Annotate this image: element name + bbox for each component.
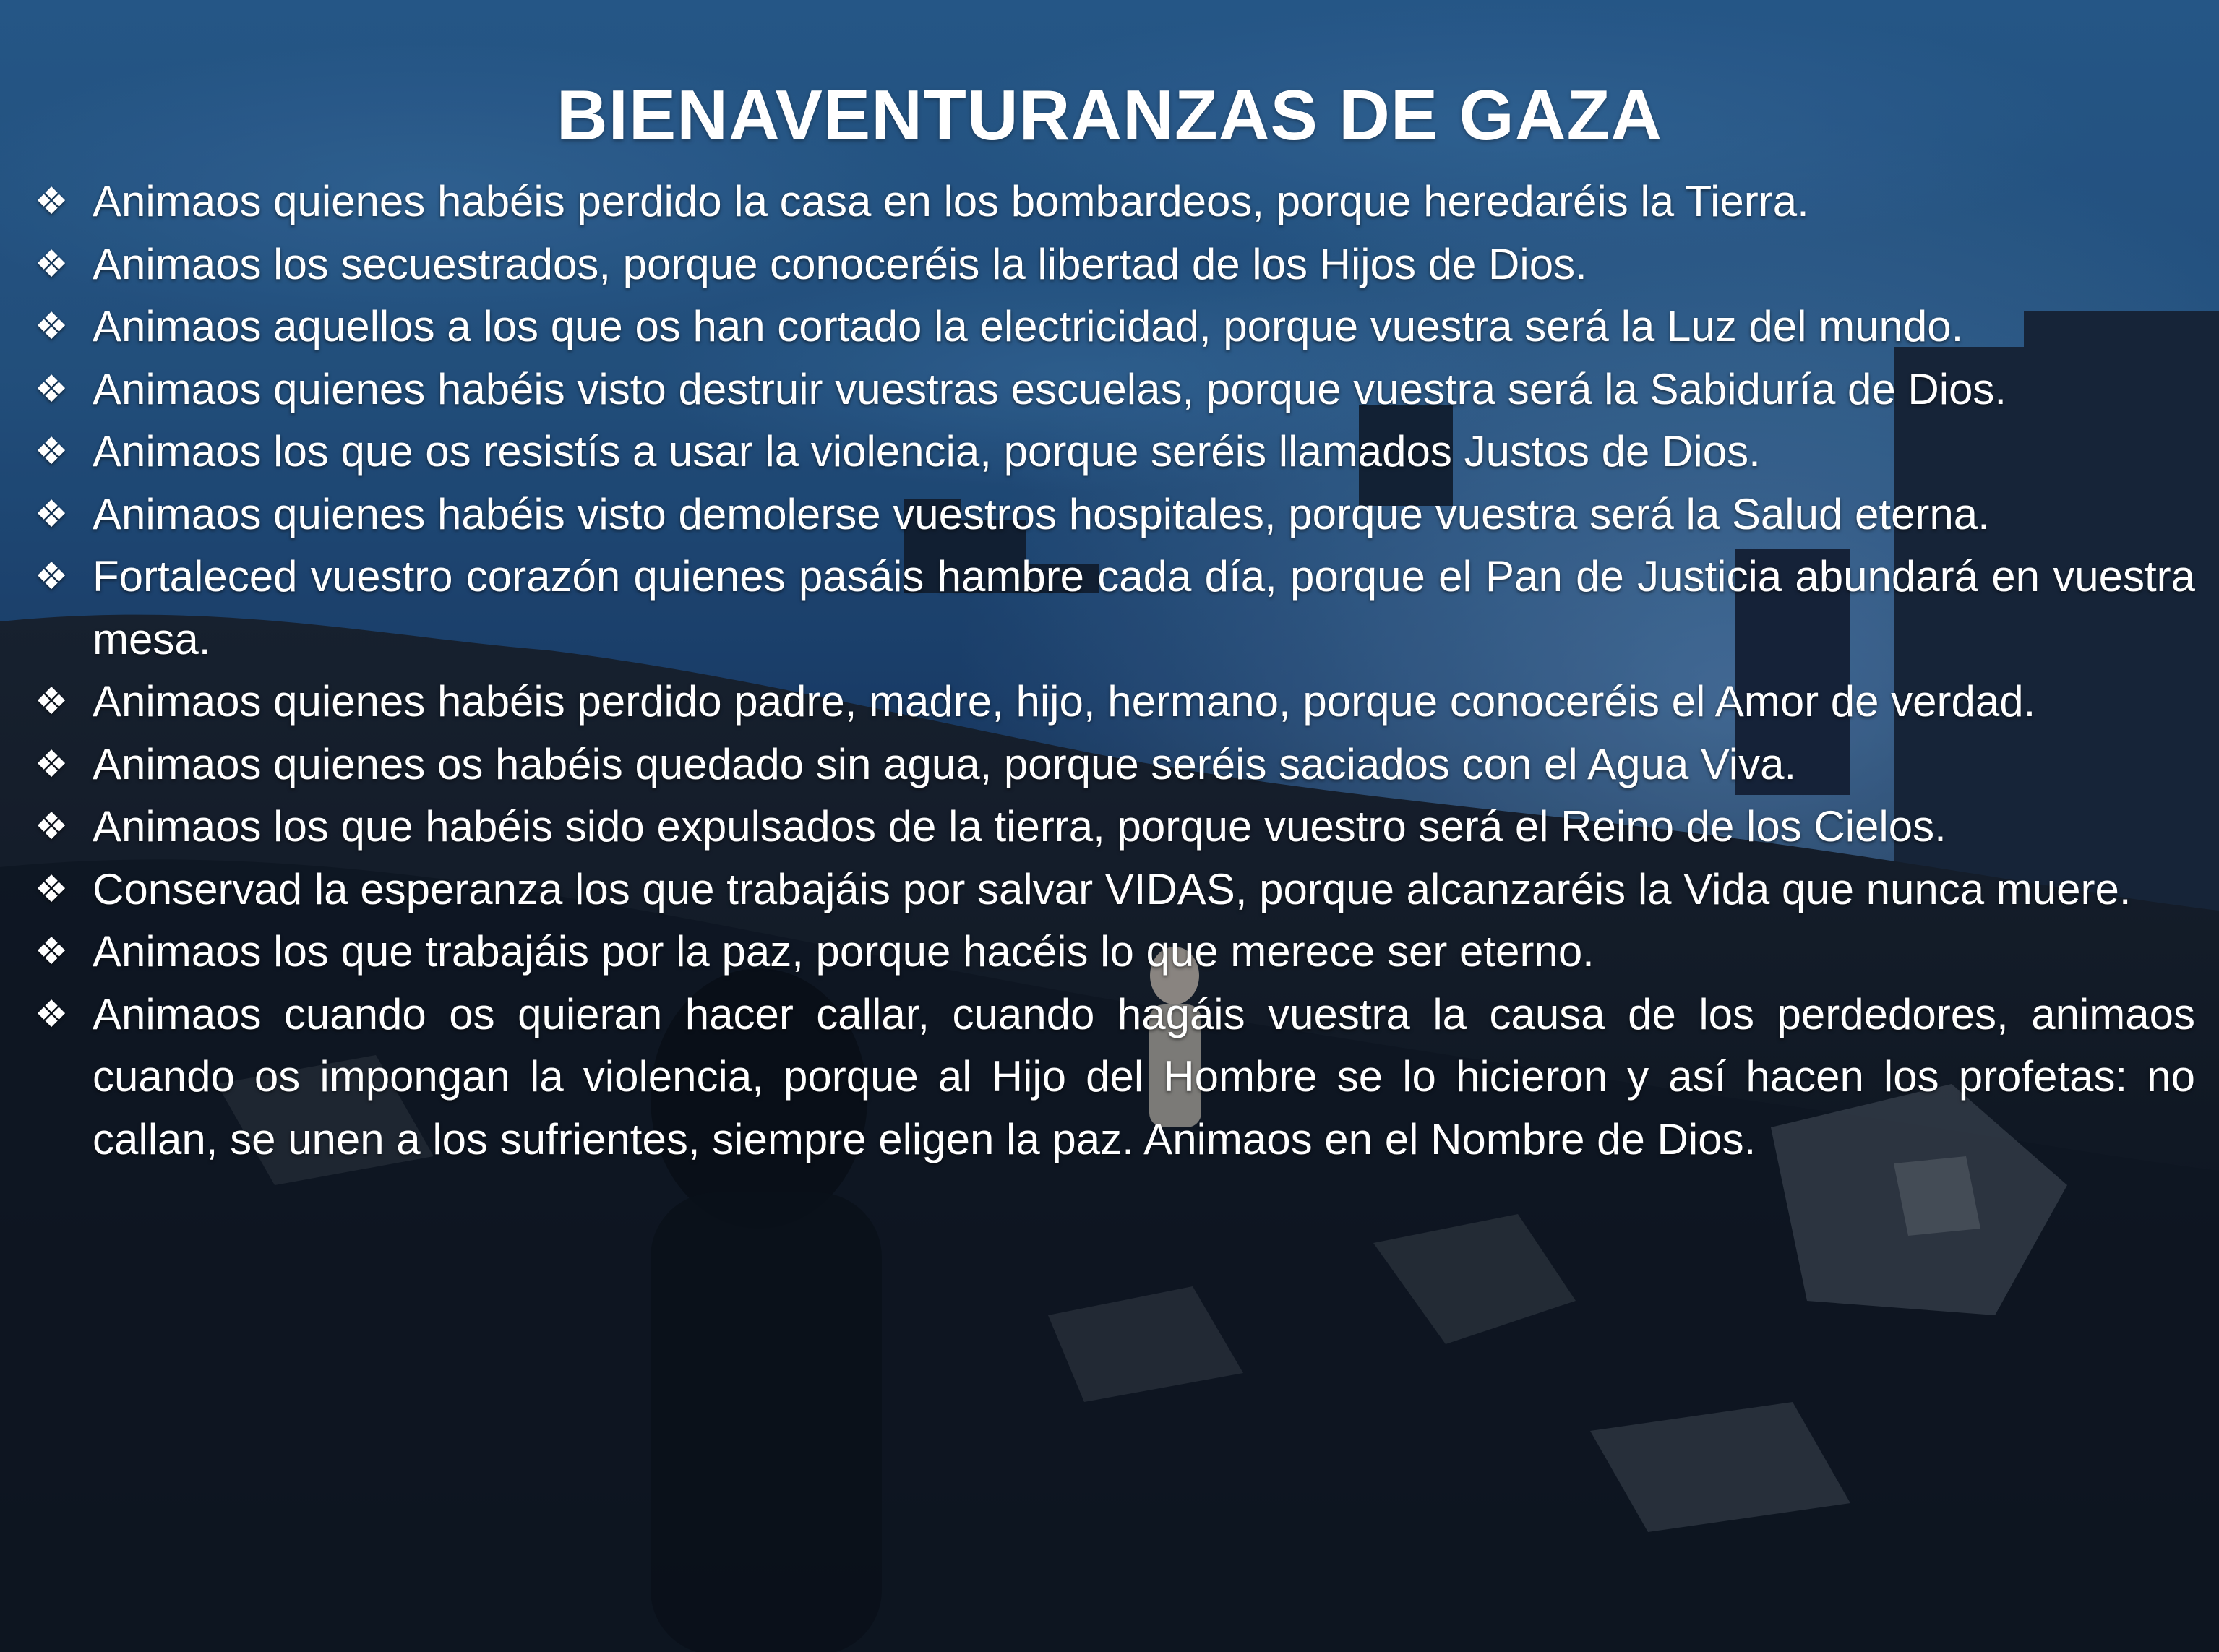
list-item-text: Animaos quienes habéis perdido la casa en los bombardeos, porque heredaréis la Tierra. [93,177,1809,225]
four-diamond-bullet-icon: ❖ [34,930,69,973]
list-item [29,671,2195,733]
list-item-text: Animaos los que trabajáis por la paz, porque hacéis lo que merece ser eterno. [93,927,1594,976]
list-item [29,483,2195,546]
list-item [29,733,2195,796]
list-item [29,171,2195,233]
four-diamond-bullet-icon: ❖ [34,180,69,223]
list-item-text: Animaos quienes habéis visto demolerse vuestros hospitales, porque vuestra será la Salud eterna. [93,489,1990,538]
list-item [29,421,2195,483]
list-item [29,921,2195,984]
list-item-text: Animaos los que os resistís a usar la violencia, porque seréis llamados Justos de Dios. [93,427,1761,476]
four-diamond-bullet-icon: ❖ [34,367,69,411]
list-item [29,859,2195,921]
four-diamond-bullet-icon: ❖ [34,742,69,786]
list-item-text: Animaos aquellos a los que os han cortado la electricidad, porque vuestra será la Luz del mundo. [93,302,1964,350]
list-item-text: Animaos quienes habéis visto destruir vuestras escuelas, porque vuestra será la Sabiduría de Dios. [93,364,2007,413]
four-diamond-bullet-icon: ❖ [34,305,69,348]
list-item-text: Animaos los secuestrados, porque conoceréis la libertad de los Hijos de Dios. [93,239,1587,288]
four-diamond-bullet-icon: ❖ [34,805,69,848]
list-item [29,984,2195,1171]
list-item-text: Fortaleced vuestro corazón quienes pasáis hambre cada día, porque el Pan de Justicia abundará en vuestra mesa. [93,552,2195,663]
list-item-text: Conservad la esperanza los que trabajáis por salvar VIDAS, porque alcanzaréis la Vida que nunca muere. [93,864,2132,913]
four-diamond-bullet-icon: ❖ [34,555,69,598]
page-title: BIENAVENTURANZAS DE GAZA [556,74,1663,155]
list-item [29,796,2195,859]
list-item-text: Animaos quienes habéis perdido padre, madre, hijo, hermano, porque conoceréis el Amor de verdad. [93,677,2036,726]
list-item [29,296,2195,358]
list-item [29,546,2195,671]
list-item-text: Animaos los que habéis sido expulsados de la tierra, porque vuestro será el Reino de los Cielos. [93,802,1947,851]
four-diamond-bullet-icon: ❖ [34,992,69,1036]
four-diamond-bullet-icon: ❖ [34,242,69,286]
list-item-text: Animaos quienes os habéis quedado sin agua, porque seréis saciados con el Agua Viva. [93,739,1797,788]
four-diamond-bullet-icon: ❖ [34,680,69,723]
four-diamond-bullet-icon: ❖ [34,867,69,911]
beatitudes-list [29,171,2195,1171]
four-diamond-bullet-icon: ❖ [34,492,69,536]
list-item [29,358,2195,421]
list-item [29,233,2195,296]
four-diamond-bullet-icon: ❖ [34,430,69,473]
list-item-text: Animaos cuando os quieran hacer callar, cuando hagáis vuestra la causa de los perdedores, animaos cuando os impongan la violencia, porque al Hijo del Hombre se lo hicieron y así hacen los profetas: no callan, se unen a los sufrientes, siempre eligen la paz. Animaos en el Nombre de Dios. [93,989,2195,1163]
